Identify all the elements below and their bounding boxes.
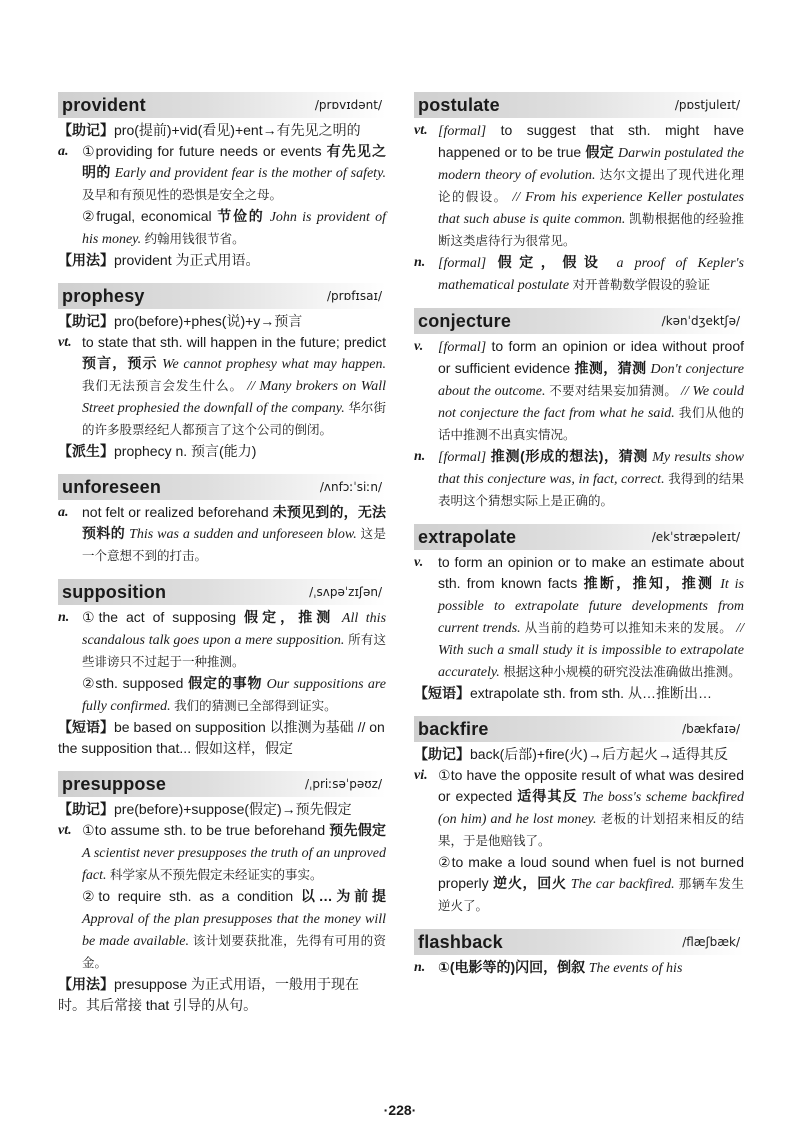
sense-body <box>438 252 744 296</box>
phonetic: /ʌnfɔːˈsiːn/ <box>319 479 382 494</box>
translation: 所有这些诽谤只不过起于一种推测。 <box>82 633 386 669</box>
translation: 达尔文提出了现代进化理论的假设。 <box>438 168 744 204</box>
example: The boss's scheme backfired (on him) and he lost money. <box>438 790 744 827</box>
sub-sense <box>58 206 386 250</box>
example: My results show that this conjecture was, in fact, correct. <box>438 450 744 487</box>
part-of-speech: n. <box>414 255 426 270</box>
phonetic: /flæʃbæk/ <box>682 934 740 949</box>
entry-provident <box>58 92 386 271</box>
example: The car backfired. <box>566 877 675 892</box>
entry-presuppose <box>58 771 386 1016</box>
keyword: 预先假定 <box>329 822 386 838</box>
entry-supposition <box>58 579 386 759</box>
entry-header <box>414 308 744 334</box>
note-text: pre(before)+suppose(假定)→预先假定 <box>114 801 352 817</box>
sense <box>414 957 744 979</box>
sense-body <box>438 120 744 252</box>
keyword: 节俭的 <box>217 208 265 224</box>
entry-header <box>58 283 386 309</box>
entry-header <box>58 579 386 605</box>
example: The events of his <box>585 961 683 976</box>
example: Early and provident fear is the mother of safety. <box>110 166 387 181</box>
note-tag: 【用法】 <box>58 252 114 268</box>
sense-body <box>438 765 744 852</box>
headword: supposition <box>62 581 167 602</box>
part-of-speech: v. <box>414 555 424 570</box>
keyword: 推测(形成的想法)，猜测 <box>486 448 649 464</box>
translation: 根据这种小规模的研究没法准确做出推测。 <box>499 665 741 679</box>
headword: extrapolate <box>418 526 517 547</box>
entry-header <box>414 929 744 955</box>
note-tag: 【助记】 <box>414 746 470 762</box>
definition-text: ①providing for future needs or events <box>82 143 327 159</box>
example: We cannot prophesy what may happen. <box>157 357 387 372</box>
headword: backfire <box>418 718 489 739</box>
keyword: 推断，推知，推测 <box>583 575 715 591</box>
note-text: provident 为正式用语。 <box>114 252 260 268</box>
right-column <box>414 92 744 991</box>
part-of-speech: vt. <box>414 123 428 138</box>
entry-header <box>58 474 386 500</box>
example: All this scandalous talk goes upon a mere supposition. <box>82 611 387 648</box>
definition-text: ②to make a loud sound when fuel is not burned properly <box>438 854 744 891</box>
example: // Many brokers on Wall Street prophesied the downfall of the company. <box>82 379 386 416</box>
definition-text: ②sth. supposed <box>82 675 189 691</box>
note-line <box>58 250 386 271</box>
definition-text: to form an opinion or to make an estimate about sth. from known facts <box>438 554 744 591</box>
entry-header <box>414 92 744 118</box>
translation: 约翰用钱很节省。 <box>141 232 245 246</box>
note-text: pro(提前)+vid(看见)+ent→有先见之明的 <box>114 122 361 138</box>
part-of-speech: n. <box>414 449 426 464</box>
note-tag: 【助记】 <box>58 122 114 138</box>
entry-flashback <box>414 929 744 979</box>
definition-text: not felt or realized beforehand <box>82 504 273 520</box>
part-of-speech: v. <box>414 339 424 354</box>
translation: 我们无法预言会发生什么。 <box>82 379 243 393</box>
headword: unforeseen <box>62 476 162 497</box>
phonetic: /kənˈdʒektʃə/ <box>661 313 740 328</box>
definition-text: ②to require sth. as a condition <box>82 888 301 904</box>
sub-sense <box>58 886 386 974</box>
translation: 从当前的趋势可以推知未来的发展。 <box>520 621 733 635</box>
sense <box>58 502 386 567</box>
note-line <box>58 799 386 820</box>
example: [formal] <box>438 256 487 271</box>
sense-body <box>82 502 386 567</box>
keyword: ①(电影等的)闪回，倒叙 <box>438 959 586 975</box>
definition-text: ①to assume sth. to be true beforehand <box>82 822 330 838</box>
headword: prophesy <box>62 285 145 306</box>
sub-sense <box>58 673 386 717</box>
example: [formal] <box>438 124 487 139</box>
phonetic: /ˌsʌpəˈzɪʃən/ <box>309 584 382 599</box>
example: This was a sudden and unforeseen blow. <box>125 527 357 542</box>
part-of-speech: a. <box>58 144 69 159</box>
note-text: be based on supposition 以推测为基础 // on the supposition that... 假如这样，假定 <box>58 719 385 756</box>
translation: 科学家从不预先假定未经证实的事实。 <box>106 868 323 882</box>
sense-body <box>82 607 386 673</box>
headword: provident <box>62 94 146 115</box>
note-tag: 【短语】 <box>414 685 470 701</box>
phonetic: /ˌpriːsəˈpəʊz/ <box>305 776 382 791</box>
part-of-speech: vt. <box>58 823 72 838</box>
definition-text: ①to have the opposite result of what was desired or expected <box>438 767 744 804</box>
note-text: back(后部)+fire(火)→后方起火→适得其反 <box>470 746 728 762</box>
headword: postulate <box>418 94 500 115</box>
example: // From his experience Keller postulates that such abuse is quite common. <box>438 190 744 227</box>
definition-text: ①the act of supposing <box>82 609 245 625</box>
translation: 这是一个意想不到的打击。 <box>82 527 386 563</box>
keyword: 推测，猜测 <box>574 360 647 376</box>
entry-prophesy <box>58 283 386 462</box>
example: a proof of Kepler's mathematical postulate <box>438 256 744 293</box>
note-line <box>58 120 386 141</box>
left-column <box>58 92 386 1028</box>
note-line <box>414 683 744 704</box>
keyword: 假定的事物 <box>188 675 263 691</box>
part-of-speech: n. <box>58 610 70 625</box>
sense-body <box>438 446 744 512</box>
part-of-speech: vi. <box>414 768 428 783</box>
definition-text: to state that sth. will happen in the future; predict <box>82 334 386 350</box>
sense-body <box>82 820 386 886</box>
translation: 该计划要获批准，先得有可用的资金。 <box>82 934 386 970</box>
keyword: 预言，预示 <box>82 355 158 371</box>
example: Don't conjecture about the outcome. <box>438 362 745 399</box>
sense-body <box>438 957 744 979</box>
sense <box>414 252 744 296</box>
note-line <box>58 974 386 1016</box>
note-tag: 【短语】 <box>58 719 114 735</box>
note-text: prophecy n. 预言(能力) <box>114 443 257 459</box>
translation: 凯勒根据他的经验推断这类虐待行为很常见。 <box>438 212 744 248</box>
keyword: 适得其反 <box>517 788 578 804</box>
note-line <box>58 441 386 462</box>
definition-text: to form an opinion or idea without proof or sufficient evidence <box>438 338 744 376</box>
entry-header <box>414 716 744 742</box>
translation: 及早和有预见性的恐惧是安全之母。 <box>82 188 283 202</box>
entry-header <box>414 524 744 550</box>
translation: 老板的计划招来相反的结果，于是他赔钱了。 <box>438 812 744 848</box>
entry-backfire <box>414 716 744 917</box>
sense-body <box>438 552 744 683</box>
example: Approval of the plan presupposes that the money will be made available. <box>82 912 386 949</box>
note-line <box>414 744 744 765</box>
sense-body <box>438 336 744 446</box>
entry-extrapolate <box>414 524 744 704</box>
part-of-speech: n. <box>414 960 426 975</box>
translation: 那辆车发生逆火了。 <box>438 877 745 913</box>
example: A scientist never presupposes the truth of an unproved fact. <box>82 846 386 883</box>
keyword: 以…为前提 <box>300 888 386 904</box>
translation: 我们从他的话中推测不出真实情况。 <box>438 406 744 442</box>
translation: 不要对结果妄加猜测。 <box>545 384 678 398</box>
keyword: 有先见之明的 <box>82 143 387 180</box>
note-text: pro(before)+phes(说)+y→预言 <box>114 313 303 329</box>
translation: 对开普勒数学假设的验证 <box>569 278 711 292</box>
page-number: ·228· <box>383 1102 417 1118</box>
headword: conjecture <box>418 310 512 331</box>
definition-text: to suggest that sth. might have happened or to be true <box>438 122 744 160</box>
part-of-speech: a. <box>58 505 69 520</box>
note-line <box>58 311 386 332</box>
note-tag: 【用法】 <box>58 976 114 992</box>
part-of-speech: vt. <box>58 335 72 350</box>
note-tag: 【助记】 <box>58 313 114 329</box>
note-text: extrapolate sth. from sth. 从…推断出… <box>470 685 712 701</box>
phonetic: /bækfaɪə/ <box>682 721 740 736</box>
headword: presuppose <box>62 773 167 794</box>
phonetic: /ekˈstræpəleɪt/ <box>651 529 740 544</box>
sense-body <box>82 141 386 206</box>
example: // With such a small study it is impossible to extrapolate accurately. <box>438 621 744 680</box>
keyword: 逆火，回火 <box>493 875 567 891</box>
sense-body <box>82 332 386 441</box>
entry-header <box>58 771 386 797</box>
sense <box>58 141 386 206</box>
sub-sense <box>414 852 744 917</box>
keyword: 假定，推测 <box>244 609 335 625</box>
phonetic: /prɒvɪdənt/ <box>314 97 382 112</box>
note-tag: 【派生】 <box>58 443 114 459</box>
example: // We could not conjecture the fact from what he said. <box>438 384 744 421</box>
translation: 我们的猜测已全部得到证实。 <box>170 699 337 713</box>
example: [formal] <box>438 340 487 355</box>
keyword: 假定 <box>585 144 615 160</box>
sense <box>58 607 386 673</box>
note-line <box>58 717 386 759</box>
sense <box>414 552 744 683</box>
phonetic: /prɒfɪsaɪ/ <box>326 288 382 303</box>
sense <box>414 120 744 252</box>
phonetic: /pɒstjuleɪt/ <box>674 97 740 112</box>
entry-unforeseen <box>58 474 386 567</box>
example: Our suppositions are fully confirmed. <box>82 677 387 714</box>
example: It is possible to extrapolate future developments from current trends. <box>438 577 745 636</box>
translation: 华尔街的许多股票经纪人都预言了这个公司的倒闭。 <box>82 401 386 437</box>
example: John is provident of his money. <box>82 210 387 247</box>
keyword: 假定，假设 <box>486 254 606 270</box>
example: Darwin postulated the modern theory of evolution. <box>438 146 745 183</box>
note-text: presuppose 为正式用语，一般用于现在时。其后常接 that 引导的从句。 <box>58 976 360 1013</box>
example: [formal] <box>438 450 487 465</box>
entry-header <box>58 92 386 118</box>
definition-text: ②frugal, economical <box>82 208 218 224</box>
note-tag: 【助记】 <box>58 801 114 817</box>
sense <box>414 336 744 446</box>
headword: flashback <box>418 931 503 952</box>
sense <box>414 765 744 852</box>
keyword: 未预见到的，无法预料的 <box>82 504 387 541</box>
entry-postulate <box>414 92 744 296</box>
sense <box>414 446 744 512</box>
translation: 我得到的结果表明这个猜想实际上是正确的。 <box>438 472 744 508</box>
entry-conjecture <box>414 308 744 512</box>
sense <box>58 332 386 441</box>
sense <box>58 820 386 886</box>
